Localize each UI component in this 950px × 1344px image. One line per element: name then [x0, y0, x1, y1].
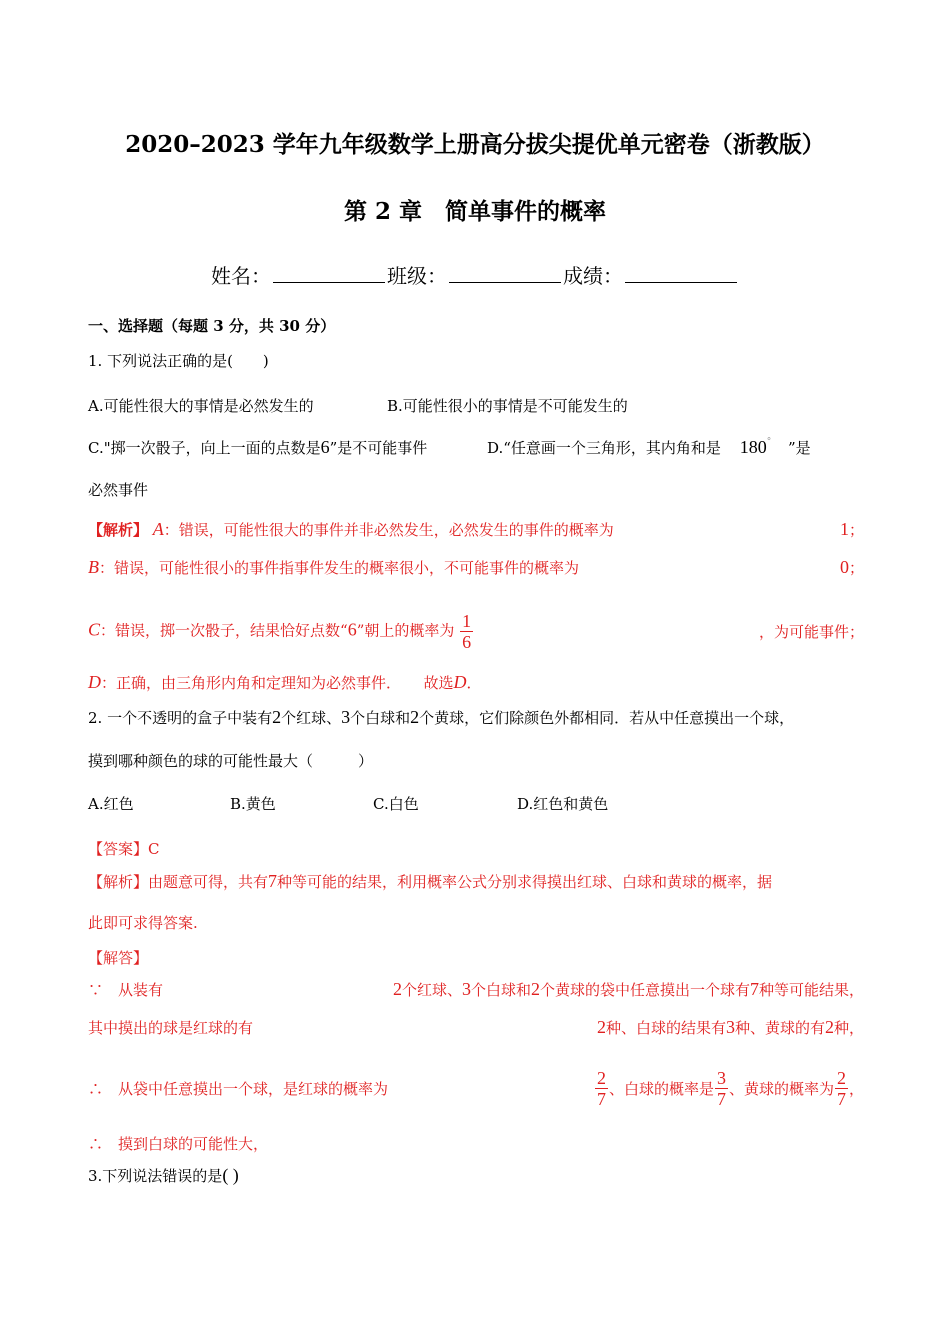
score-label: 成绩： [563, 264, 623, 288]
q1-analysis-a [88, 519, 864, 540]
q1-option-d [487, 437, 811, 458]
student-info-row [0, 260, 950, 289]
q1-analysis-b [88, 557, 864, 578]
denominator: 6 [462, 632, 472, 652]
analysis-c-number: 6 [347, 619, 357, 640]
q2-option-d: D.红色和黄色 [517, 795, 609, 813]
letter-c: C [88, 619, 101, 640]
chapter-title: 第 2 章 简单事件的概率 [343, 198, 607, 225]
q1-stem: 1. 下列说法正确的是( ) [88, 352, 269, 370]
punct: ． [466, 674, 482, 692]
denominator: 7 [716, 1089, 726, 1109]
solution-number: 7 [749, 979, 759, 999]
q1-option-d-cont: 必然事件 [88, 481, 149, 499]
analysis-a-text: ：错误，可能性很大的事件并非必然发生，必然发生的事件的概率为 [163, 521, 614, 539]
solution-text: 种等可能结果， [758, 981, 864, 999]
name-label: 姓名： [211, 264, 271, 288]
analysis-b-number: 0 [839, 557, 849, 577]
analysis-text: 种等可能的结果，利用概率公式分别求得摸出红球、白球和黄球的概率，据 [277, 873, 773, 891]
degree-symbol: ° [766, 437, 772, 447]
section-title: 一、选择题（每题 3 分，共 30 分） [88, 317, 336, 335]
solution-number: 3 [725, 1017, 735, 1037]
solution-text: 种， [833, 1019, 864, 1037]
fraction-white [715, 1068, 728, 1109]
q1-option-c-number: 6 [320, 437, 330, 457]
solution-text: 种、黄球的有 [734, 1019, 825, 1037]
analysis-number: 7 [268, 871, 278, 891]
q2-solution-line1 [88, 979, 864, 1000]
q1-option-b: B.可能性很小的事情是不可能发生的 [387, 397, 628, 415]
solution-text: 个白球和 [470, 981, 531, 999]
q2-analysis-cont: 此即可求得答案. [88, 914, 198, 932]
analysis-a-number: 1 [839, 519, 849, 539]
q2-solution-tag: 【解答】 [88, 949, 149, 967]
solution-text: ∵ 从装有 [88, 981, 164, 999]
letter-a: A [152, 519, 164, 539]
solution-text: ， [848, 1080, 864, 1098]
q1-option-c-text: C."掷一次骰子，向上一面的点数是 [88, 439, 321, 457]
q2-solution-line2 [88, 1017, 864, 1038]
analysis-c-text: ：错误，掷一次骰子，结果恰好点数“ [100, 621, 348, 640]
answer-letter-d: D [453, 672, 467, 692]
q1-analysis-d [88, 672, 482, 693]
solution-text: 种、白球的结果有 [605, 1019, 726, 1037]
analysis-tag: 【解析】 [88, 521, 149, 539]
class-label: 班级： [387, 264, 447, 288]
q2-white-count: 3 [341, 707, 351, 727]
q3-stem-text: 3.下列说法错误的是 [88, 1167, 223, 1185]
q2-stem-line1 [88, 707, 794, 728]
denominator: 7 [596, 1089, 606, 1109]
q2-yellow-count: 2 [410, 707, 420, 727]
punct: ； [848, 521, 864, 539]
fraction-yellow [835, 1068, 848, 1109]
solution-text: 、黄球的概率为 [728, 1080, 834, 1098]
q1-option-c [88, 437, 427, 458]
analysis-c-text2: ”朝上的概率为 [356, 621, 455, 640]
q2-stem-text: 个红球、 [281, 709, 342, 727]
q2-option-c: C.白色 [373, 795, 419, 813]
numerator: 2 [836, 1068, 846, 1088]
q2-solution-line4: ∴ 摸到白球的可能性大， [88, 1135, 269, 1153]
numerator: 1 [462, 611, 472, 631]
score-blank[interactable] [625, 264, 737, 283]
q3-paren: ( ) [222, 1165, 239, 1185]
q1-option-d-number: 180 [739, 437, 767, 457]
q1-option-d-text-end: ”是 [788, 439, 811, 457]
fraction-red [595, 1068, 608, 1109]
q2-option-b: B.黄色 [230, 795, 276, 813]
letter-d: D [88, 672, 101, 692]
q1-option-c-text-end: ”是不可能事件 [329, 439, 428, 457]
q2-red-count: 2 [272, 707, 282, 727]
q2-stem-text: 个黄球，它们除颜色外都相同．若从中任意摸出一个球， [419, 709, 795, 727]
analysis-c-text3: ，为可能事件； [758, 623, 864, 641]
class-blank[interactable] [449, 264, 561, 283]
q1-option-a: A.可能性很大的事情是必然发生的 [88, 397, 314, 415]
fraction-one-sixth [460, 611, 473, 652]
solution-text: 、白球的概率是 [608, 1080, 714, 1098]
q2-stem-text: 个白球和 [350, 709, 411, 727]
punct: ； [848, 559, 864, 577]
solution-number: 3 [461, 979, 471, 999]
solution-text: 个红球、 [401, 981, 462, 999]
q2-solution-line3 [88, 1068, 864, 1109]
analysis-b-text: ：错误，可能性很小的事件指事件发生的概率很小，不可能事件的概率为 [99, 559, 580, 577]
q3-stem [88, 1165, 239, 1186]
solution-text: 个黄球的袋中任意摸出一个球有 [539, 981, 750, 999]
solution-number: 2 [392, 979, 402, 999]
document-title: 2020–2023 学年九年级数学上册高分拔尖提优单元密卷（浙教版） [125, 131, 825, 158]
q2-stem-text: 2. 一个不透明的盒子中装有 [88, 709, 273, 727]
q1-analysis-c [88, 611, 864, 652]
letter-b: B [88, 557, 99, 577]
solution-text: ∴ 从袋中任意摸出一个球，是红球的概率为 [88, 1080, 389, 1098]
analysis-tag: 【解析】 [88, 873, 149, 891]
analysis-text: 由题意可得，共有 [148, 873, 269, 891]
numerator: 2 [596, 1068, 606, 1088]
numerator: 3 [716, 1068, 726, 1088]
q2-option-a: A.红色 [88, 795, 134, 813]
solution-number: 2 [530, 979, 540, 999]
solution-number: 2 [596, 1017, 606, 1037]
q1-option-d-text: D.“任意画一个三角形，其内角和是 [487, 439, 721, 457]
denominator: 7 [836, 1089, 846, 1109]
solution-text: 其中摸出的球是红球的有 [88, 1019, 254, 1037]
analysis-d-text: ：正确，由三角形内角和定理知为必然事件． 故选 [101, 674, 454, 692]
q2-answer: 【答案】C [88, 840, 160, 858]
q2-stem-line2: 摸到哪种颜色的球的可能性最大（ ） [88, 752, 374, 770]
name-blank[interactable] [273, 264, 385, 283]
solution-number: 2 [824, 1017, 834, 1037]
q2-analysis [88, 871, 772, 892]
